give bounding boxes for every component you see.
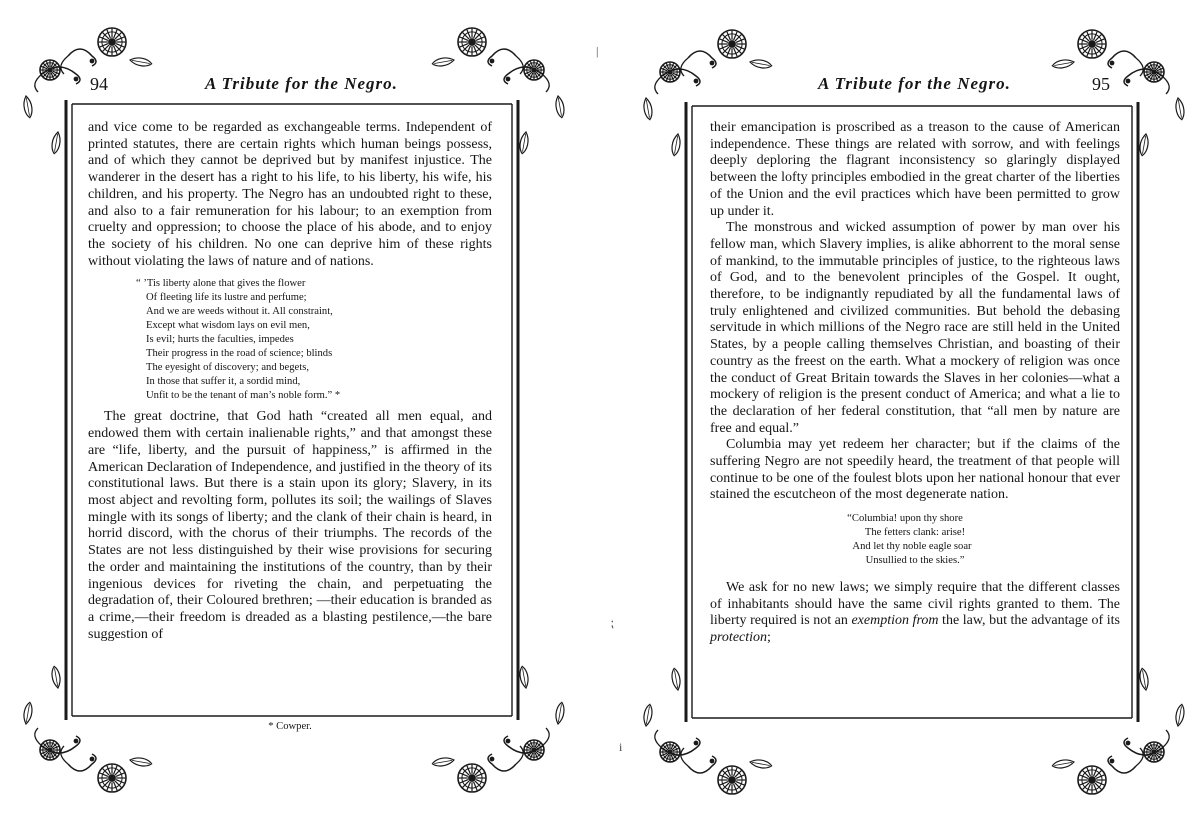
poem-line: The fetters clank: arise! bbox=[864, 527, 966, 539]
page-number: 95 bbox=[1092, 74, 1110, 94]
poem-quote bbox=[136, 277, 492, 402]
paragraph-text: We ask for no new laws; we simply require that the different classes of inhabitants should have the same civil rights granted to them. The liberty required is not an bbox=[710, 579, 1120, 629]
paragraph-text: the law, but the advantage of its bbox=[938, 613, 1120, 629]
rosette-ornament bbox=[40, 740, 60, 760]
gutter-mark: i bbox=[619, 740, 623, 754]
poem-line: “ ’Tis liberty alone that gives the flower bbox=[136, 278, 306, 290]
leaf-ornament bbox=[50, 131, 61, 154]
leaf-ornament bbox=[518, 131, 529, 154]
scroll-ornament bbox=[61, 746, 96, 771]
rosette-ornament bbox=[458, 764, 486, 792]
rosette-ornament bbox=[1144, 742, 1164, 762]
running-head: A Tribute for the Negro. bbox=[205, 74, 398, 93]
paragraph: The great doctrine, that God hath “created all men equal, and endowed them with certain inalienable rights,” and that amongst these are “life, liberty, and the pursuit of happiness,” is affirmed in the American Declaration of Independence, and justified in the theory of its constitutional laws. But there is a stain upon its glory; Slavery, in its most abject and revolting form, pollutes its soil; the wailings of Slaves mingle with its songs of liberty; and the clank of their chain is heard, in horrid discord, with the chorus of their triumphs. The records of the States are not less distinguished by their wise provisions for securing the order and maintaining the institutions of the country, than by their ingenious devices for riveting the chain, and perpetuating the degradation of, their Coloured brethren; —their education is branded as a crime,—their freedom is dreaded as a blasting pestilence,—the bare suggestion of bbox=[88, 409, 492, 642]
rosette-ornament bbox=[524, 60, 544, 80]
gutter-mark: ⁏ bbox=[610, 616, 615, 630]
poem-line: In those that suffer it, a sordid mind, bbox=[146, 375, 301, 387]
leaf-ornament bbox=[1138, 668, 1149, 691]
paragraph: and vice come to be regarded as exchangeable terms. Independent of printed statutes, there are certain rights which human beings possess, and of which they cannot be deprived but by manifest injustice. The wanderer in the desert has a right to his life, to his liberty, his wife, his children, and his property. The Negro has an undoubted right to these, and also to a fair remuneration for his labour; to an exemption from cruelty and oppression; to choose the place of his abode, and to enjoy the society of his children. No one can deprive him of these rights without violating the laws of nature and of nations. bbox=[88, 120, 492, 269]
rosette-ornament bbox=[524, 740, 544, 760]
scroll-ornament bbox=[488, 746, 523, 771]
poem-line: Unfit to be the tenant of man’s noble form.” * bbox=[146, 389, 341, 401]
rosette-ornament bbox=[98, 28, 126, 56]
leaf-ornament bbox=[1174, 97, 1185, 120]
left-text-block bbox=[88, 120, 492, 643]
scroll-ornament bbox=[61, 49, 96, 74]
emphasis: protection bbox=[710, 629, 768, 645]
leaf-ornament bbox=[518, 666, 529, 689]
paragraph: Columbia may yet redeem her character; but if the claims of the suffering Negro are not speedily heard, the treatment of that people will continue to be one of the foulest blots upon her national honour that ever stained the escutcheon of the most degenerate nation. bbox=[710, 437, 1120, 503]
rosette-ornament bbox=[98, 764, 126, 792]
poem-line: And let thy noble eagle soar bbox=[852, 540, 972, 552]
leaf-ornament bbox=[670, 133, 681, 156]
scroll-ornament bbox=[681, 51, 716, 76]
right-page bbox=[600, 0, 1200, 816]
poem-quote bbox=[710, 512, 1120, 568]
poem-line: Unsullied to the skies.” bbox=[865, 554, 965, 566]
paragraph-text: ; bbox=[767, 629, 771, 645]
emphasis: exemption from bbox=[851, 613, 939, 629]
leaf-ornament bbox=[129, 56, 152, 67]
rosette-ornament bbox=[660, 742, 680, 762]
leaf-ornament bbox=[50, 666, 61, 689]
page-number: 94 bbox=[90, 74, 108, 94]
poem-line: Their progress in the road of science; blinds bbox=[146, 347, 333, 359]
leaf-ornament bbox=[749, 758, 772, 769]
leaf-ornament bbox=[432, 756, 455, 767]
paragraph: their emancipation is proscribed as a treason to the cause of American independence. These things are related with sorrow, and with feelings deeply deploring the flagrant inconsistency so glaringly displayed between the lofty principles embodied in the great charter of the liberties of the Union and the evil practices which have been permitted to grow up under it. bbox=[710, 120, 1120, 219]
rosette-ornament bbox=[1078, 30, 1106, 58]
poem-line: Of fleeting life its lustre and perfume; bbox=[146, 292, 307, 304]
paragraph: The monstrous and wicked assumption of power by man over his fellow man, which Slavery implies, is alike abhorrent to the moral sense of mankind, to the immutable principles of justice, to the righteous laws of God, and to the benevolent principles of the Gospel. It ought, therefore, to be indignantly repudiated by all the fundamental laws of truly enlightened and civilized communities. But behold the debasing servitude in which millions of the Negro race are still held in the United States, by a people calling themselves Christian, and boasting of their country as the freest on the earth. What a mockery of religion was once the conduct of Great Britain towards the Slaves in her colonies—what a mockery of religion is the present conduct of America; and what a lie to the declaration of her federal constitution, that “all men by nature are free and equal.” bbox=[710, 220, 1120, 436]
leaf-ornament bbox=[432, 56, 455, 67]
leaf-ornament bbox=[1174, 704, 1185, 727]
leaf-ornament bbox=[670, 668, 681, 691]
leaf-ornament bbox=[642, 704, 653, 727]
rosette-ornament bbox=[660, 62, 680, 82]
leaf-ornament bbox=[749, 58, 772, 69]
scroll-ornament bbox=[1108, 748, 1143, 773]
scroll-ornament bbox=[1108, 51, 1143, 76]
rosette-ornament bbox=[718, 30, 746, 58]
leaf-ornament bbox=[1052, 758, 1075, 769]
leaf-ornament bbox=[129, 756, 152, 767]
leaf-ornament bbox=[22, 95, 33, 118]
rosette-ornament bbox=[458, 28, 486, 56]
gutter-mark: | bbox=[596, 44, 599, 58]
poem-line: The eyesight of discovery; and begets, bbox=[146, 361, 309, 373]
poem-line: “Columbia! upon thy shore bbox=[847, 513, 963, 525]
rosette-ornament bbox=[1078, 766, 1106, 794]
footnote: * Cowper. bbox=[268, 721, 312, 732]
poem-line: Except what wisdom lays on evil men, bbox=[146, 320, 310, 332]
poem-line: And we are weeds without it. All constraint, bbox=[146, 306, 333, 318]
poem-line: Is evil; hurts the faculties, impedes bbox=[146, 333, 294, 345]
rosette-ornament bbox=[40, 60, 60, 80]
running-head: A Tribute for the Negro. bbox=[818, 74, 1011, 93]
scroll-ornament bbox=[681, 748, 716, 773]
rosette-ornament bbox=[1144, 62, 1164, 82]
rosette-ornament bbox=[718, 766, 746, 794]
leaf-ornament bbox=[642, 97, 653, 120]
leaf-ornament bbox=[1052, 58, 1075, 69]
scroll-ornament bbox=[488, 49, 523, 74]
leaf-ornament bbox=[1138, 133, 1149, 156]
right-text-block bbox=[710, 120, 1120, 647]
leaf-ornament bbox=[554, 95, 565, 118]
paragraph bbox=[710, 580, 1120, 647]
